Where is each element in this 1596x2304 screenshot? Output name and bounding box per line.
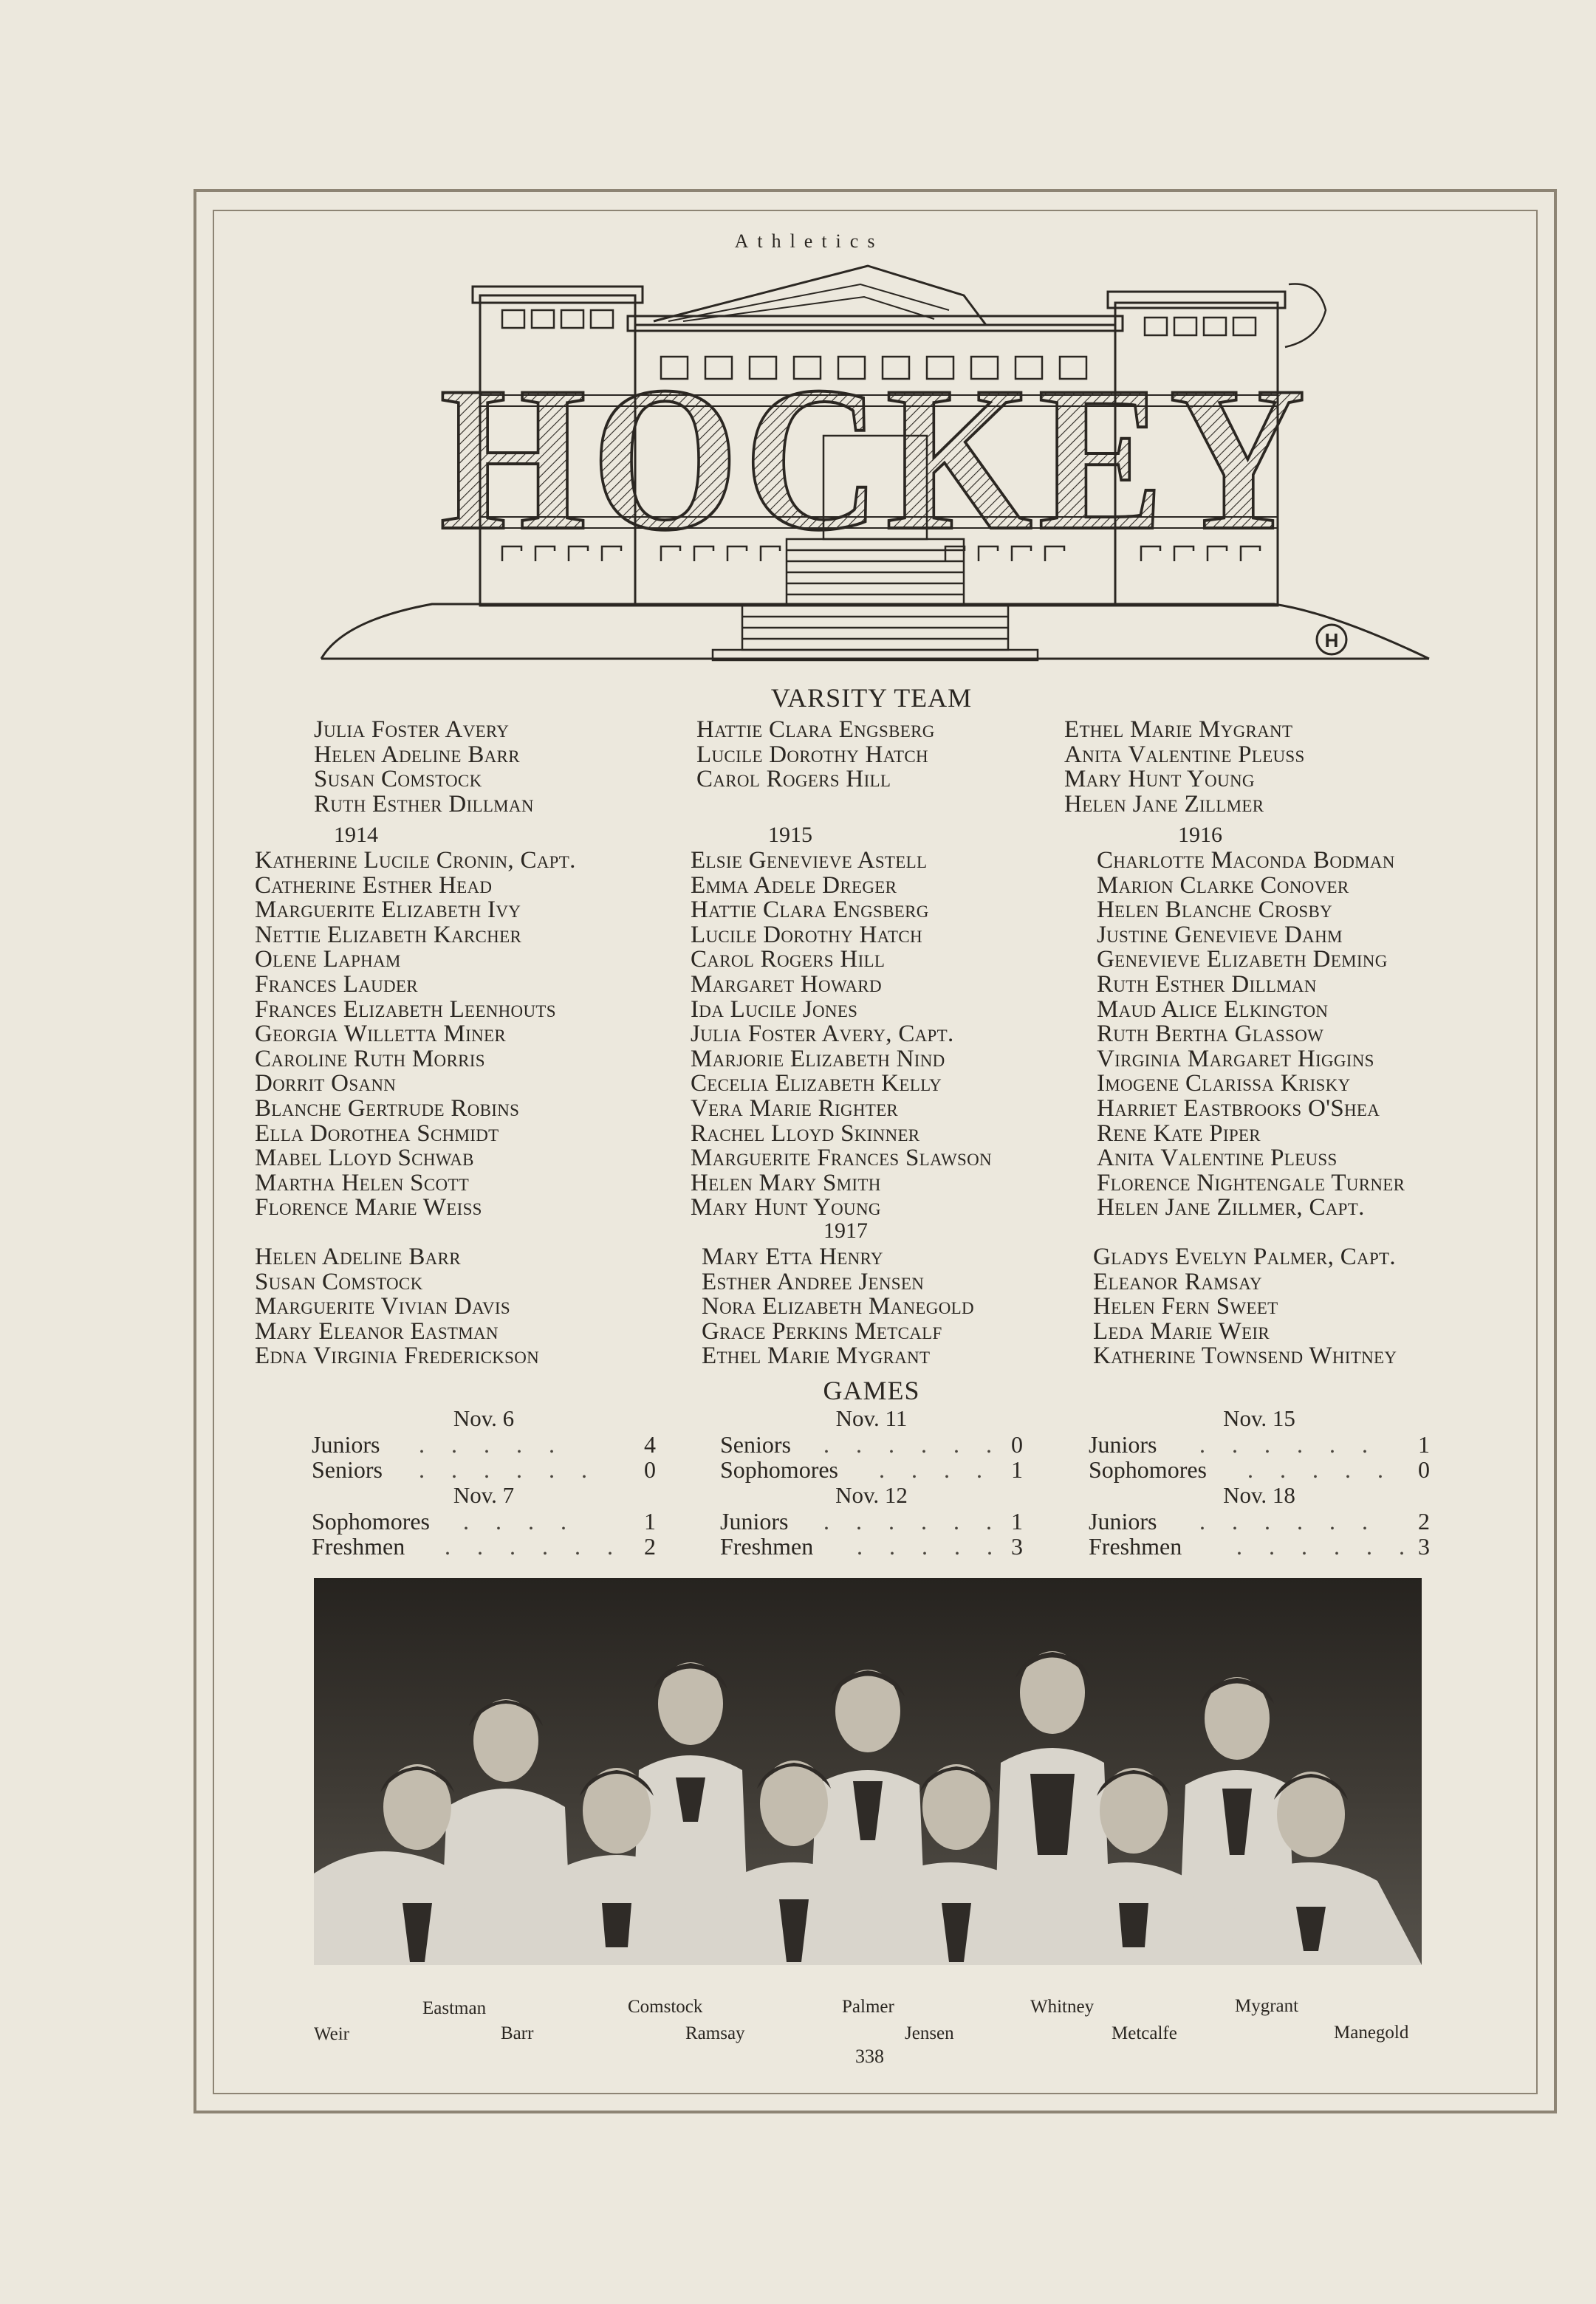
list-item: Blanche Gertrude Robins	[255, 1094, 520, 1122]
year-1916: 1916	[1178, 823, 1222, 847]
team-name: Sophomores	[1089, 1456, 1207, 1483]
list-item: Hattie Clara Engsberg	[691, 896, 929, 924]
list-item: Cecelia Elizabeth Kelly	[691, 1070, 942, 1097]
list-item: Carol Rogers Hill	[696, 766, 891, 793]
caption-name: Ramsay	[685, 2023, 745, 2043]
caption-name: Palmer	[842, 1997, 894, 2017]
leader-dots: . . . . . .	[1199, 1508, 1378, 1535]
list-item: Helen Blanche Crosby	[1097, 896, 1333, 924]
list-item: Nettie Elizabeth Karcher	[255, 921, 522, 948]
leader-dots: . . . . .	[419, 1431, 565, 1458]
year-1915: 1915	[768, 823, 812, 847]
leader-dots: . . . . . .	[445, 1533, 623, 1560]
leader-dots: . . . .	[463, 1508, 577, 1535]
list-item: Maud Alice Elkington	[1097, 995, 1329, 1023]
team-score: 2	[644, 1533, 656, 1560]
list-item: Martha Helen Scott	[255, 1169, 470, 1196]
team-score: 1	[644, 1508, 656, 1535]
list-item: Harriet Eastbrooks O'Shea	[1097, 1094, 1380, 1122]
leader-dots: . . . . .	[857, 1533, 1003, 1560]
list-item: Margaret Howard	[691, 970, 882, 998]
year-1917: 1917	[823, 1218, 868, 1243]
list-item: Susan Comstock	[255, 1268, 423, 1295]
caption-name: Comstock	[628, 1997, 703, 2017]
class-1917-list-col1	[255, 1245, 539, 1369]
game-date: Nov. 7	[453, 1482, 515, 1508]
leader-dots: . . . .	[879, 1456, 993, 1483]
list-item: Ruth Esther Dillman	[314, 790, 534, 817]
team-score: 0	[1418, 1456, 1430, 1483]
game-nov-15	[1089, 1405, 1430, 1559]
team-name: Seniors	[720, 1431, 791, 1458]
list-item: Marguerite Elizabeth Ivy	[255, 896, 521, 924]
team-name: Seniors	[312, 1456, 383, 1483]
banner-monogram: H	[1324, 629, 1339, 651]
varsity-list-col2	[696, 718, 935, 792]
list-item: Grace Perkins Metcalf	[702, 1317, 942, 1345]
team-name: Juniors	[1089, 1508, 1157, 1535]
list-item: Imogene Clarissa Krisky	[1097, 1070, 1351, 1097]
team-name: Juniors	[1089, 1431, 1157, 1458]
varsity-title: VARSITY TEAM	[770, 683, 973, 713]
list-item: Eleanor Ramsay	[1093, 1268, 1262, 1295]
caption-name: Metcalfe	[1112, 2023, 1177, 2043]
team-score: 0	[1011, 1431, 1023, 1458]
class-1917-list-col2	[702, 1245, 974, 1369]
caption-name: Jensen	[905, 2023, 954, 2043]
game-nov-6	[312, 1405, 656, 1559]
list-item: Julia Foster Avery	[314, 716, 510, 743]
team-score: 4	[644, 1431, 656, 1458]
list-item: Gladys Evelyn Palmer, Capt.	[1093, 1244, 1396, 1270]
list-item: Vera Marie Righter	[691, 1094, 899, 1122]
team-score: 1	[1011, 1456, 1023, 1483]
list-item: Justine Genevieve Dahm	[1097, 921, 1343, 948]
team-name: Juniors	[312, 1431, 380, 1458]
list-item: Ruth Esther Dillman	[1097, 970, 1317, 998]
team-score: 2	[1418, 1508, 1430, 1535]
caption-name: Barr	[501, 2023, 534, 2043]
list-item: Katherine Lucile Cronin, Capt.	[255, 847, 576, 874]
list-item: Catherine Esther Head	[255, 871, 493, 899]
list-item: Ella Dorothea Schmidt	[255, 1120, 499, 1147]
team-score: 3	[1011, 1533, 1023, 1560]
team-name: Freshmen	[1089, 1533, 1182, 1560]
list-item: Rene Kate Piper	[1097, 1120, 1261, 1147]
caption-name: Mygrant	[1235, 1996, 1299, 2016]
list-item: Helen Mary Smith	[691, 1169, 881, 1196]
list-item: Julia Foster Avery, Capt.	[691, 1021, 954, 1048]
list-item: Mary Etta Henry	[702, 1244, 883, 1270]
list-item: Esther Andree Jensen	[702, 1268, 925, 1295]
list-item: Marion Clarke Conover	[1097, 871, 1349, 899]
list-item: Florence Nightengale Turner	[1097, 1169, 1405, 1196]
list-item: Marguerite Vivian Davis	[255, 1293, 510, 1320]
leader-dots: . . . . .	[1247, 1456, 1394, 1483]
list-item: Mary Eleanor Eastman	[255, 1317, 499, 1345]
list-item: Helen Fern Sweet	[1093, 1293, 1278, 1320]
list-item: Hattie Clara Engsberg	[696, 716, 935, 743]
list-item: Florence Marie Weiss	[255, 1194, 482, 1221]
list-item: Georgia Willetta Miner	[255, 1021, 507, 1048]
varsity-list-col1	[314, 718, 534, 817]
list-item: Dorrit Osann	[255, 1070, 397, 1097]
team-score: 3	[1418, 1533, 1430, 1560]
game-date: Nov. 18	[1223, 1482, 1295, 1508]
caption-name: Whitney	[1030, 1997, 1095, 2017]
list-item: Ethel Marie Mygrant	[702, 1343, 931, 1370]
game-nov-11	[720, 1405, 1023, 1559]
hockey-banner-illustration	[314, 251, 1436, 665]
list-item: Susan Comstock	[314, 766, 482, 793]
list-item: Olene Lapham	[255, 946, 401, 973]
list-item: Elsie Genevieve Astell	[691, 847, 928, 874]
leader-dots: . . . . . .	[823, 1431, 1002, 1458]
list-item: Charlotte Maconda Bodman	[1097, 847, 1395, 874]
team-name: Sophomores	[312, 1508, 430, 1535]
list-item: Anita Valentine Pleuss	[1097, 1145, 1338, 1172]
leader-dots: . . . . . .	[1236, 1533, 1415, 1560]
game-date: Nov. 12	[835, 1482, 908, 1508]
list-item: Virginia Margaret Higgins	[1097, 1045, 1374, 1072]
list-item: Ruth Bertha Glassow	[1097, 1021, 1324, 1048]
list-item: Lucile Dorothy Hatch	[691, 921, 922, 948]
list-item: Mabel Lloyd Schwab	[255, 1145, 474, 1172]
list-item: Carol Rogers Hill	[691, 946, 886, 973]
class-1915-list	[691, 848, 992, 1221]
list-item: Helen Jane Zillmer	[1064, 790, 1264, 817]
list-item: Genevieve Elizabeth Deming	[1097, 946, 1388, 973]
list-item: Caroline Ruth Morris	[255, 1045, 485, 1072]
team-name: Sophomores	[720, 1456, 838, 1483]
team-score: 1	[1418, 1431, 1430, 1458]
leader-dots: . . . . . .	[823, 1508, 1002, 1535]
team-score: 1	[1011, 1508, 1023, 1535]
game-date: Nov. 11	[835, 1405, 908, 1431]
list-item: Frances Elizabeth Leenhouts	[255, 995, 556, 1023]
year-1914: 1914	[334, 823, 378, 847]
list-item: Helen Adeline Barr	[314, 741, 520, 768]
caption-name: Weir	[314, 2024, 349, 2044]
list-item: Anita Valentine Pleuss	[1064, 741, 1305, 768]
list-item: Edna Virginia Frederickson	[255, 1343, 540, 1370]
game-date: Nov. 6	[453, 1405, 515, 1431]
class-1916-list	[1097, 848, 1405, 1221]
list-item: Ida Lucile Jones	[691, 995, 858, 1023]
list-item: Helen Adeline Barr	[255, 1244, 461, 1270]
team-name: Juniors	[720, 1508, 789, 1535]
class-1917-list-col3	[1093, 1245, 1397, 1369]
caption-name: Manegold	[1334, 2023, 1409, 2043]
page-number: 338	[855, 2046, 884, 2067]
list-item: Emma Adele Dreger	[691, 871, 897, 899]
list-item: Frances Lauder	[255, 970, 418, 998]
list-item: Nora Elizabeth Manegold	[702, 1293, 974, 1320]
games-title: GAMES	[823, 1376, 920, 1405]
list-item: Helen Jane Zillmer, Capt.	[1097, 1194, 1365, 1221]
list-item: Marguerite Frances Slawson	[691, 1145, 992, 1172]
list-item: Katherine Townsend Whitney	[1093, 1343, 1397, 1370]
list-item: Marjorie Elizabeth Nind	[691, 1045, 945, 1072]
list-item: Ethel Marie Mygrant	[1064, 716, 1293, 743]
list-item: Mary Hunt Young	[691, 1194, 881, 1221]
list-item: Rachel Lloyd Skinner	[691, 1120, 920, 1147]
game-date: Nov. 15	[1223, 1405, 1295, 1431]
team-name: Freshmen	[312, 1533, 405, 1560]
list-item: Lucile Dorothy Hatch	[696, 741, 928, 768]
leader-dots: . . . . . .	[419, 1456, 597, 1483]
team-photograph	[314, 1578, 1422, 1965]
leader-dots: . . . . . .	[1199, 1431, 1378, 1458]
list-item: Leda Marie Weir	[1093, 1317, 1270, 1345]
class-1914-list	[255, 848, 576, 1221]
caption-name: Eastman	[422, 1998, 487, 2018]
team-name: Freshmen	[720, 1533, 814, 1560]
section-header: Athletics	[734, 230, 884, 252]
varsity-list-col3	[1064, 718, 1305, 817]
team-score: 0	[644, 1456, 656, 1483]
list-item: Mary Hunt Young	[1064, 766, 1255, 793]
banner-title: HOCKEY	[439, 343, 1311, 573]
